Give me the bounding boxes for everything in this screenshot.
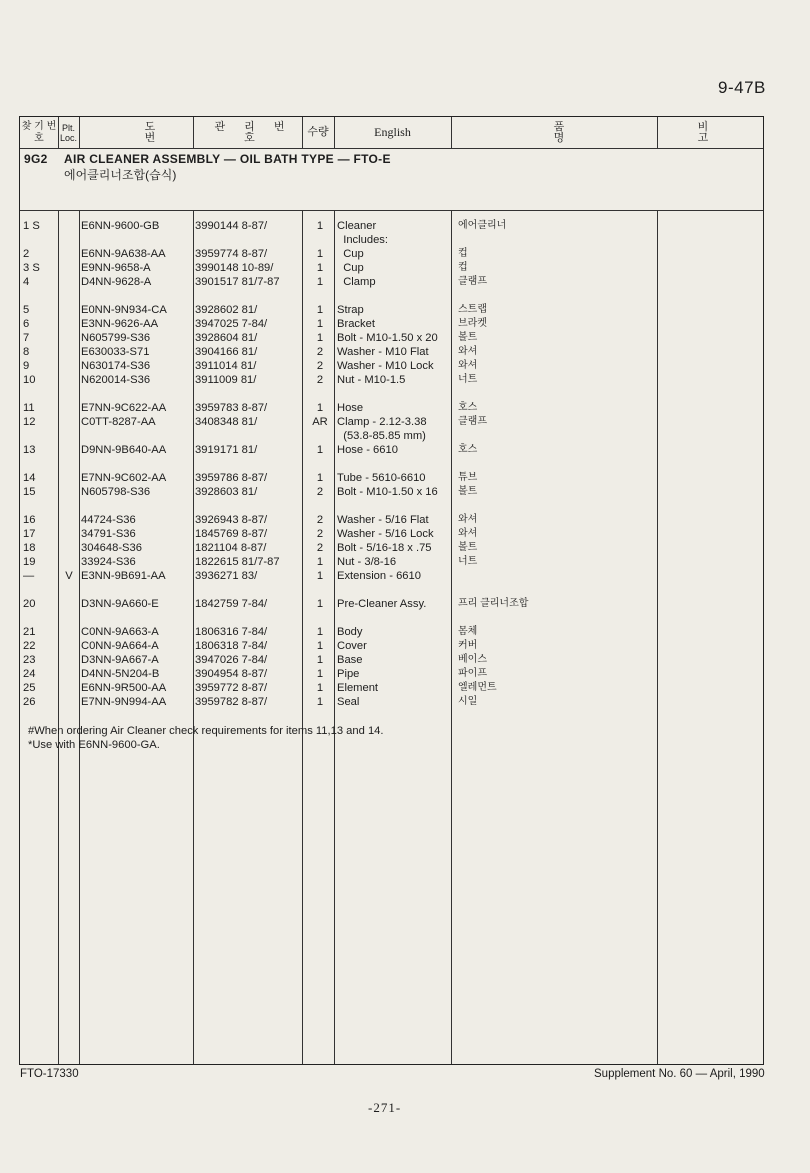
mgmt-no: 3911014 81/ xyxy=(195,360,257,372)
korean-name: 튜브 xyxy=(458,472,478,483)
qty: 1 xyxy=(316,668,324,680)
qty: 2 xyxy=(316,374,324,386)
qty: 2 xyxy=(316,514,324,526)
section-title-text: AIR CLEANER ASSEMBLY — OIL BATH TYPE — FTO-E xyxy=(64,152,391,166)
part-no: N630174-S36 xyxy=(81,360,151,372)
part-no: C0TT-8287-AA xyxy=(81,416,156,428)
item-no: 7 xyxy=(23,332,30,344)
part-no: D3NN-9A667-A xyxy=(81,654,159,666)
english-name: Cup xyxy=(337,262,364,274)
table-row xyxy=(20,331,765,345)
korean-name: 클램프 xyxy=(458,276,487,287)
mgmt-no: 3947025 7-84/ xyxy=(195,318,268,330)
item-no: 12 xyxy=(23,416,36,428)
english-name: Strap xyxy=(337,304,364,316)
mgmt-no: 1842759 7-84/ xyxy=(195,598,268,610)
note-line: #When ordering Air Cleaner check requirements for items 11,13 and 14. xyxy=(28,725,384,737)
part-no: C0NN-9A664-A xyxy=(81,640,159,652)
qty: 1 xyxy=(316,332,324,344)
english-name: Washer - M10 Lock xyxy=(337,360,434,372)
qty: 1 xyxy=(316,640,324,652)
korean-name: 너트 xyxy=(458,556,478,567)
part-no: E7NN-9N994-AA xyxy=(81,696,167,708)
mgmt-no: 3901517 81/7-87 xyxy=(195,276,280,288)
english-name: Washer - M10 Flat xyxy=(337,346,429,358)
note-line: *Use with E6NN-9600-GA. xyxy=(28,739,160,751)
english-name: Includes: xyxy=(337,234,388,246)
item-no: 19 xyxy=(23,556,36,568)
item-no: 14 xyxy=(23,472,36,484)
qty: 1 xyxy=(316,304,324,316)
mgmt-no: 3928602 81/ xyxy=(195,304,258,316)
table-row xyxy=(20,219,765,233)
part-no: E9NN-9658-A xyxy=(81,262,151,274)
table-row xyxy=(20,303,765,317)
korean-name: 컵 xyxy=(458,248,468,259)
korean-name: 호스 xyxy=(458,402,478,413)
header-divider xyxy=(20,148,763,149)
qty: 1 xyxy=(316,472,324,484)
qty: 1 xyxy=(316,220,324,232)
english-name: Washer - 5/16 Lock xyxy=(337,528,434,540)
table-row xyxy=(20,345,765,359)
footer-doc-code: FTO-17330 xyxy=(20,1068,79,1080)
korean-name: 와셔 xyxy=(458,346,478,357)
korean-name: 커버 xyxy=(458,640,478,651)
part-no: D4NN-9628-A xyxy=(81,276,152,288)
item-no: 25 xyxy=(23,682,36,694)
part-no: E3NN-9626-AA xyxy=(81,318,159,330)
table-row xyxy=(20,261,765,275)
english-name: Bracket xyxy=(337,318,375,330)
table-row xyxy=(20,597,765,611)
item-no: 24 xyxy=(23,668,36,680)
item-no: 4 xyxy=(23,276,30,288)
part-no: N605799-S36 xyxy=(81,332,151,344)
item-no: 16 xyxy=(23,514,36,526)
mgmt-no: 3904166 81/ xyxy=(195,346,258,358)
qty: 1 xyxy=(316,556,324,568)
korean-name: 시일 xyxy=(458,696,478,707)
table-row xyxy=(20,443,765,457)
table-row xyxy=(20,317,765,331)
item-no: 5 xyxy=(23,304,30,316)
table-row xyxy=(20,527,765,541)
korean-name: 엘레먼트 xyxy=(458,682,497,693)
qty: 2 xyxy=(316,360,324,372)
part-no: D9NN-9B640-AA xyxy=(81,444,167,456)
header-item-no: 찾 기 번 호 xyxy=(21,120,57,144)
mgmt-no: 3926943 8-87/ xyxy=(195,514,268,526)
english-name: Seal xyxy=(337,696,360,708)
part-no: 34791-S36 xyxy=(81,528,136,540)
korean-name: 브라켓 xyxy=(458,318,487,329)
part-no: 33924-S36 xyxy=(81,556,136,568)
korean-name: 클램프 xyxy=(458,416,487,427)
table-row xyxy=(20,681,765,695)
qty: 1 xyxy=(316,570,324,582)
item-no: 2 xyxy=(23,248,30,260)
qty: 2 xyxy=(316,542,324,554)
english-name: Extension - 6610 xyxy=(337,570,421,582)
mgmt-no: 3959783 8-87/ xyxy=(195,402,268,414)
mgmt-no: 3904954 8-87/ xyxy=(195,668,268,680)
qty: 1 xyxy=(316,402,324,414)
mgmt-no: 3928604 81/ xyxy=(195,332,258,344)
item-no: 21 xyxy=(23,626,36,638)
qty: 1 xyxy=(316,276,324,288)
part-no: E6NN-9R500-AA xyxy=(81,682,167,694)
mgmt-no: 3947026 7-84/ xyxy=(195,654,268,666)
qty: 1 xyxy=(316,262,324,274)
korean-name: 와셔 xyxy=(458,528,478,539)
korean-name: 몸체 xyxy=(458,626,478,637)
section-title-korean: 에어클리너조합(습식) xyxy=(64,168,177,182)
item-no: 10 xyxy=(23,374,36,386)
mgmt-no: 3990148 10-89/ xyxy=(195,262,274,274)
mgmt-no: 1806316 7-84/ xyxy=(195,626,268,638)
mgmt-no: 3919171 81/ xyxy=(195,444,258,456)
english-name: Bolt - M10-1.50 x 16 xyxy=(337,486,438,498)
table-row xyxy=(20,695,765,709)
qty: 1 xyxy=(316,318,324,330)
korean-name: 컵 xyxy=(458,262,468,273)
table-row xyxy=(20,541,765,555)
page-number: 9-47B xyxy=(718,78,766,97)
english-name: Pre-Cleaner Assy. xyxy=(337,598,427,610)
english-name: Cover xyxy=(337,640,367,652)
mgmt-no: 3990144 8-87/ xyxy=(195,220,268,232)
english-name: Base xyxy=(337,654,363,666)
korean-name: 와셔 xyxy=(458,360,478,371)
header-korean: 품 명 xyxy=(553,120,635,144)
footer-supplement: Supplement No. 60 — April, 1990 xyxy=(594,1068,765,1080)
part-no: E7NN-9C602-AA xyxy=(81,472,167,484)
english-name: Cleaner xyxy=(337,220,377,232)
item-no: 15 xyxy=(23,486,36,498)
part-no: N620014-S36 xyxy=(81,374,151,386)
korean-name: 에어클리너 xyxy=(458,220,507,231)
korean-name: 호스 xyxy=(458,444,478,455)
item-no: 23 xyxy=(23,654,36,666)
header-part-no: 도 번 xyxy=(144,120,196,144)
table-row xyxy=(20,513,765,527)
item-no: 8 xyxy=(23,346,30,358)
mgmt-no: 1806318 7-84/ xyxy=(195,640,268,652)
item-no: 1 S xyxy=(23,220,40,232)
qty: 1 xyxy=(316,598,324,610)
qty: AR xyxy=(312,416,328,428)
table-row xyxy=(20,233,765,247)
table-row xyxy=(20,373,765,387)
english-name: Nut - M10-1.5 xyxy=(337,374,406,386)
mgmt-no: 3959782 8-87/ xyxy=(195,696,268,708)
table-row xyxy=(20,667,765,681)
qty: 2 xyxy=(316,486,324,498)
header-qty: 수량 xyxy=(307,126,329,138)
korean-name: 볼트 xyxy=(458,486,478,497)
part-no: E7NN-9C622-AA xyxy=(81,402,167,414)
mgmt-no: 3911009 81/ xyxy=(195,374,257,386)
item-no: 13 xyxy=(23,444,36,456)
mgmt-no: 3936271 83/ xyxy=(195,570,258,582)
korean-name: 베이스 xyxy=(458,654,487,665)
item-no: 9 xyxy=(23,360,30,372)
part-no: E6NN-9A638-AA xyxy=(81,248,166,260)
mgmt-no: 3928603 81/ xyxy=(195,486,258,498)
mgmt-no: 3959786 8-87/ xyxy=(195,472,268,484)
table-row xyxy=(20,471,765,485)
folio-number: -271- xyxy=(368,1100,402,1115)
english-name: Bolt - 5/16-18 x .75 xyxy=(337,542,432,554)
english-name: Cup xyxy=(337,248,364,260)
item-no: — xyxy=(23,570,35,582)
qty: 2 xyxy=(316,528,324,540)
header-english: English xyxy=(374,125,411,139)
item-no: 3 S xyxy=(23,262,40,274)
qty: 2 xyxy=(316,346,324,358)
table-row xyxy=(20,569,765,583)
english-name: (53.8-85.85 mm) xyxy=(337,430,426,442)
qty: 1 xyxy=(316,444,324,456)
table-row xyxy=(20,429,765,443)
item-no: 11 xyxy=(23,402,35,414)
section-code: 9G2 xyxy=(24,152,48,166)
table-row xyxy=(20,359,765,373)
plt-loc: V xyxy=(65,570,73,582)
part-no: D4NN-5N204-B xyxy=(81,668,160,680)
english-name: Element xyxy=(337,682,379,694)
english-name: Hose - 6610 xyxy=(337,444,398,456)
english-name: Washer - 5/16 Flat xyxy=(337,514,429,526)
mgmt-no: 1822615 81/7-87 xyxy=(195,556,280,568)
korean-name: 스트랩 xyxy=(458,304,487,315)
english-name: Clamp xyxy=(337,276,376,288)
part-no: E630033-S71 xyxy=(81,346,150,358)
qty: 1 xyxy=(316,696,324,708)
table-row xyxy=(20,625,765,639)
part-no: E0NN-9N934-CA xyxy=(81,304,167,316)
english-name: Clamp - 2.12-3.38 xyxy=(337,416,427,428)
english-name: Bolt - M10-1.50 x 20 xyxy=(337,332,438,344)
korean-name: 프리 클리너조합 xyxy=(458,598,529,609)
item-no: 20 xyxy=(23,598,36,610)
mgmt-no: 1821104 8-87/ xyxy=(195,542,267,554)
header-plt-loc: Plt. Loc. xyxy=(59,122,77,143)
table-row xyxy=(20,555,765,569)
parts-table xyxy=(19,116,764,1065)
mgmt-no: 3408348 81/ xyxy=(195,416,258,428)
english-name: Nut - 3/8-16 xyxy=(337,556,397,568)
part-no: E6NN-9600-GB xyxy=(81,220,160,232)
table-row xyxy=(20,401,765,415)
english-name: Hose xyxy=(337,402,364,414)
mgmt-no: 3959774 8-87/ xyxy=(195,248,268,260)
english-name: Pipe xyxy=(337,668,360,680)
table-row xyxy=(20,275,765,289)
item-no: 26 xyxy=(23,696,36,708)
part-no: 304648-S36 xyxy=(81,542,142,554)
header-remarks: 비 고 xyxy=(697,120,745,144)
part-no: E3NN-9B691-AA xyxy=(81,570,166,582)
part-no: D3NN-9A660-E xyxy=(81,598,159,610)
item-no: 6 xyxy=(23,318,30,330)
table-row xyxy=(20,653,765,667)
table-row xyxy=(20,485,765,499)
qty: 1 xyxy=(316,654,324,666)
item-no: 17 xyxy=(23,528,36,540)
korean-name: 파이프 xyxy=(458,668,487,679)
korean-name: 와셔 xyxy=(458,514,478,525)
mgmt-no: 1845769 8-87/ xyxy=(195,528,268,540)
section-title xyxy=(24,152,391,166)
english-name: Body xyxy=(337,626,363,638)
korean-name: 볼트 xyxy=(458,332,478,343)
item-no: 22 xyxy=(23,640,36,652)
table-row xyxy=(20,415,765,429)
table-row xyxy=(20,247,765,261)
english-name: Tube - 5610-6610 xyxy=(337,472,426,484)
mgmt-no: 3959772 8-87/ xyxy=(195,682,268,694)
item-no: 18 xyxy=(23,542,36,554)
part-no: N605798-S36 xyxy=(81,486,151,498)
part-no: 44724-S36 xyxy=(81,514,136,526)
notes xyxy=(28,724,384,752)
section-divider xyxy=(20,210,763,211)
qty: 1 xyxy=(316,682,324,694)
qty: 1 xyxy=(316,248,324,260)
korean-name: 너트 xyxy=(458,374,478,385)
qty: 1 xyxy=(316,626,324,638)
korean-name: 볼트 xyxy=(458,542,478,553)
header-mgmt-no: 관 리 번 호 xyxy=(214,120,293,144)
part-no: C0NN-9A663-A xyxy=(81,626,159,638)
table-row xyxy=(20,639,765,653)
